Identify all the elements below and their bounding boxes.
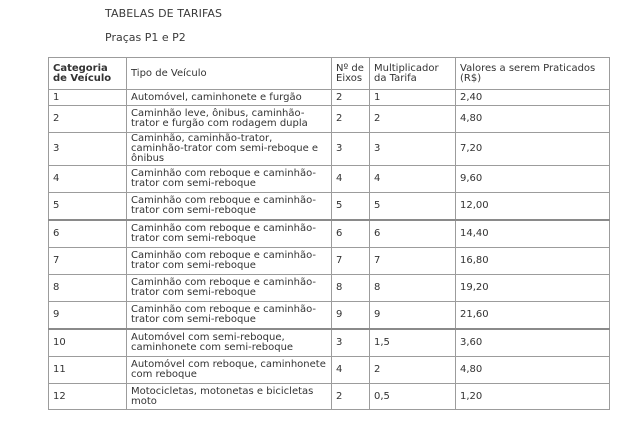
table-row: [49, 384, 610, 410]
cell-tipo: Automóvel, caminhonete e furgão: [127, 90, 332, 106]
header-valores: Valores a serem Praticados (R$): [456, 58, 610, 90]
cell-tipo: Caminhão com reboque e caminhão-trator com semi-reboque: [127, 220, 332, 248]
cell-multiplicador: 0,5: [370, 384, 456, 410]
cell-categoria: 8: [49, 275, 127, 302]
table-row: [49, 133, 610, 166]
cell-categoria: 6: [49, 220, 127, 248]
table-row: [49, 90, 610, 106]
table-row: [49, 329, 610, 357]
table-row: [49, 302, 610, 330]
cell-eixos: 6: [332, 220, 370, 248]
cell-eixos: 8: [332, 275, 370, 302]
header-tipo: Tipo de Veículo: [127, 58, 332, 90]
cell-eixos: 7: [332, 248, 370, 275]
document-title: TABELAS DE TARIFAS: [105, 7, 223, 20]
cell-eixos: 4: [332, 357, 370, 384]
cell-valor: 3,60: [456, 329, 610, 357]
cell-categoria: 2: [49, 106, 127, 133]
cell-valor: 4,80: [456, 357, 610, 384]
cell-valor: 4,80: [456, 106, 610, 133]
cell-multiplicador: 1,5: [370, 329, 456, 357]
cell-valor: 1,20: [456, 384, 610, 410]
table-row: [49, 220, 610, 248]
cell-categoria: 4: [49, 166, 127, 193]
cell-tipo: Caminhão com reboque e caminhão-trator com semi-reboque: [127, 302, 332, 330]
cell-multiplicador: 5: [370, 193, 456, 221]
cell-categoria: 3: [49, 133, 127, 166]
cell-eixos: 3: [332, 329, 370, 357]
cell-multiplicador: 9: [370, 302, 456, 330]
cell-tipo: Automóvel com semi-reboque, caminhonete com semi-reboque: [127, 329, 332, 357]
cell-multiplicador: 3: [370, 133, 456, 166]
cell-categoria: 9: [49, 302, 127, 330]
cell-eixos: 2: [332, 384, 370, 410]
cell-valor: 19,20: [456, 275, 610, 302]
cell-eixos: 2: [332, 90, 370, 106]
cell-eixos: 2: [332, 106, 370, 133]
cell-tipo: Caminhão com reboque e caminhão-trator com semi-reboque: [127, 248, 332, 275]
cell-valor: 9,60: [456, 166, 610, 193]
cell-eixos: 9: [332, 302, 370, 330]
cell-tipo: Caminhão com reboque e caminhão-trator com semi-reboque: [127, 166, 332, 193]
cell-valor: 16,80: [456, 248, 610, 275]
cell-categoria: 5: [49, 193, 127, 221]
cell-valor: 14,40: [456, 220, 610, 248]
document-subtitle: Praças P1 e P2: [105, 31, 186, 44]
table-header-row: [49, 58, 610, 90]
table-row: [49, 357, 610, 384]
cell-multiplicador: 6: [370, 220, 456, 248]
cell-tipo: Caminhão, caminhão-trator, caminhão-trator com semi-reboque e ônibus: [127, 133, 332, 166]
cell-tipo: Caminhão leve, ônibus, caminhão-trator e furgão com rodagem dupla: [127, 106, 332, 133]
cell-categoria: 7: [49, 248, 127, 275]
table-row: [49, 106, 610, 133]
table-row: [49, 248, 610, 275]
header-multiplicador: Multiplicador da Tarifa: [370, 58, 456, 90]
cell-tipo: Caminhão com reboque e caminhão-trator com semi-reboque: [127, 193, 332, 221]
cell-valor: 7,20: [456, 133, 610, 166]
cell-categoria: 12: [49, 384, 127, 410]
table-row: [49, 275, 610, 302]
cell-valor: 2,40: [456, 90, 610, 106]
cell-valor: 12,00: [456, 193, 610, 221]
cell-multiplicador: 2: [370, 106, 456, 133]
header-categoria: Categoria de Veículo: [49, 58, 127, 90]
cell-categoria: 10: [49, 329, 127, 357]
cell-eixos: 5: [332, 193, 370, 221]
cell-valor: 21,60: [456, 302, 610, 330]
cell-categoria: 1: [49, 90, 127, 106]
cell-eixos: 3: [332, 133, 370, 166]
table-row: [49, 193, 610, 221]
cell-categoria: 11: [49, 357, 127, 384]
tariff-table: [48, 57, 610, 410]
cell-tipo: Caminhão com reboque e caminhão-trator com semi-reboque: [127, 275, 332, 302]
cell-eixos: 4: [332, 166, 370, 193]
header-eixos: Nº de Eixos: [332, 58, 370, 90]
cell-multiplicador: 1: [370, 90, 456, 106]
table-row: [49, 166, 610, 193]
cell-multiplicador: 4: [370, 166, 456, 193]
cell-multiplicador: 7: [370, 248, 456, 275]
cell-tipo: Automóvel com reboque, caminhonete com reboque: [127, 357, 332, 384]
cell-tipo: Motocicletas, motonetas e bicicletas moto: [127, 384, 332, 410]
cell-multiplicador: 2: [370, 357, 456, 384]
cell-multiplicador: 8: [370, 275, 456, 302]
